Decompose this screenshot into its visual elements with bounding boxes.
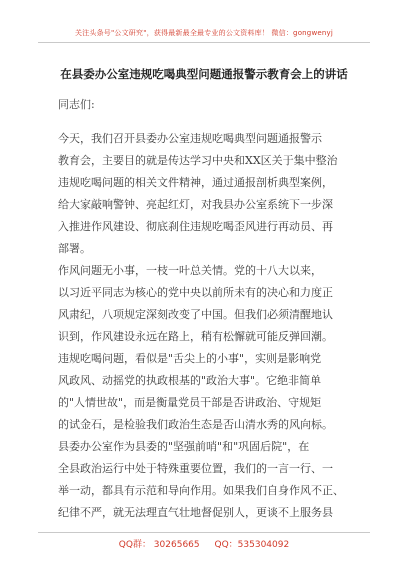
text-line: 部署。	[58, 242, 91, 255]
text-line: 风肃纪，八项规定深刻改变了中国。但我们必须清醒地认	[58, 308, 333, 321]
header-banner: 关注头条号"公文研究"，获得最新最全最专业的公文资料库！ 微信：gongwenyj	[74, 29, 334, 37]
text-line: 今天，我们召开县委办公室违规吃喝典型问题通报警示	[58, 132, 322, 145]
text-line: 举一动，都具有示范和导向作用。如果我们自身作风不正、	[58, 484, 344, 497]
text-line: 县委办公室作为县委的"坚强前哨"和"巩固后院"，在	[58, 440, 310, 453]
text-line: 识到，作风建设永远在路上，稍有松懈就可能反弹回潮。	[58, 330, 333, 343]
header-divider	[38, 42, 370, 43]
text-line: 纪律不严，就无法理直气壮地督促别人，更谈不上服务县	[58, 506, 333, 519]
footer-divider	[38, 532, 370, 533]
text-line: 违规吃喝问题，看似是"舌尖上的小事"，实则是影响党	[58, 352, 322, 365]
footer-qq: QQ：535304092	[214, 540, 290, 550]
document-title: 在县委办公室违规吃喝典型问题通报警示教育会上的讲话	[60, 67, 348, 81]
paragraph-1	[58, 128, 358, 260]
text-line: 风政风、动摇党的执政根基的"政治大事"。它绝非简单	[58, 374, 322, 387]
text-line: 入推进作风建设、彻底刹住违规吃喝歪风进行再动员、再	[58, 220, 333, 233]
text-line: 违规吃喝问题的相关文件精神，通过通报剖析典型案例，	[58, 176, 333, 189]
text-line: 的"人情世故"，而是衡量党员干部是否讲政治、守规矩	[58, 396, 322, 409]
text-line: 教育会，主要目的就是传达学习中央和XX区关于集中整治	[58, 154, 338, 167]
text-line: 作风问题无小事，一枝一叶总关情。党的十八大以来，	[58, 264, 322, 277]
text-line: 给大家敲响警钟、亮起红灯，对我县办公室系统下一步深	[58, 198, 333, 211]
paragraph-2	[58, 260, 358, 524]
text-line: 的试金石，是检验我们政治生态是否山清水秀的风向标。	[58, 418, 333, 431]
footer	[0, 537, 408, 550]
footer-qq-group: QQ群： 30265665	[118, 540, 200, 550]
salutation: 同志们:	[58, 98, 95, 111]
text-line: 全县政治运行中处于特殊重要位置，我们的一言一行、一	[58, 462, 333, 475]
text-line: 以习近平同志为核心的党中央以前所未有的决心和力度正	[58, 286, 333, 299]
